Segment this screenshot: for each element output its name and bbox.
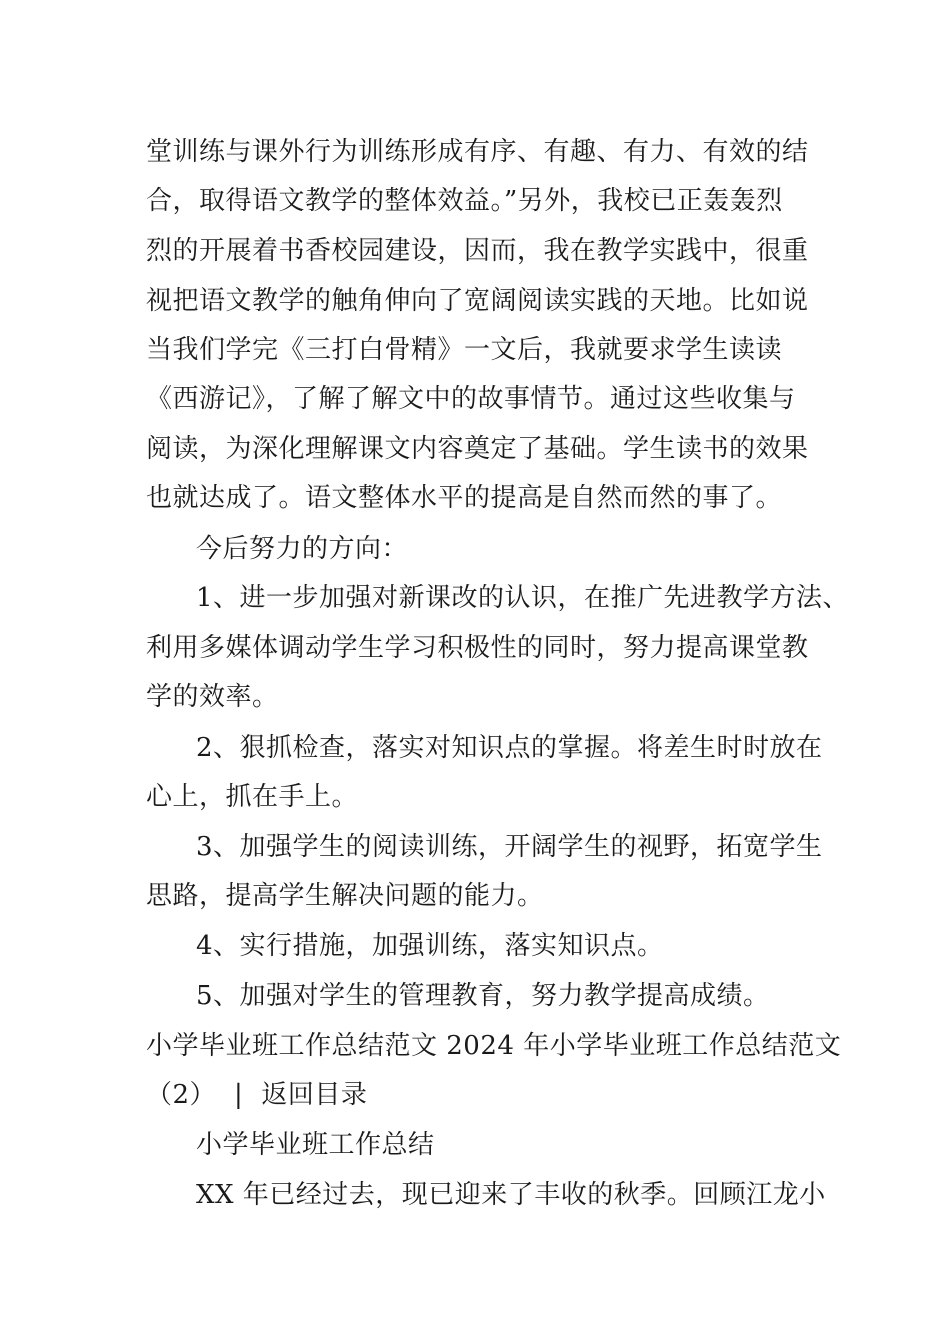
subtitle: 小学毕业班工作总结 xyxy=(196,1130,435,1160)
list-item-4: 4、实行措施，加强训练，落实知识点。 xyxy=(196,931,664,961)
toc-separator: | xyxy=(234,1080,244,1110)
paragraph-line: 视把语文教学的触角伸向了宽阔阅读实践的天地。比如说 xyxy=(146,286,809,316)
section-title-number: （2） xyxy=(146,1080,217,1110)
paragraph-line: 合，取得语文教学的整体效益。”另外，我校已正轰轰烈 xyxy=(146,186,783,216)
list-item-1-cont: 学的效率。 xyxy=(146,682,279,712)
list-item-5: 5、加强对学生的管理教育，努力教学提高成绩。 xyxy=(196,981,770,1011)
paragraph-line: 也就达成了。语文整体水平的提高是自然而然的事了。 xyxy=(146,483,783,513)
paragraph-line: 堂训练与课外行为训练形成有序、有趣、有力、有效的结 xyxy=(146,137,809,167)
section-title: 小学毕业班工作总结范文 2024 年小学毕业班工作总结范文 xyxy=(146,1031,842,1061)
list-item-2: 2、狠抓检查，落实对知识点的掌握。将差生时时放在 xyxy=(196,733,823,763)
paragraph-line: 当我们学完《三打白骨精》一文后，我就要求学生读读 xyxy=(146,335,783,365)
intro-line: XX 年已经过去，现已迎来了丰收的秋季。回顾江龙小 xyxy=(196,1180,826,1210)
paragraph-line: 《西游记》，了解了解文中的故事情节。通过这些收集与 xyxy=(146,384,796,414)
back-to-toc-link[interactable]: 返回目录 xyxy=(261,1080,368,1110)
section-title-row2 xyxy=(146,1080,367,1110)
list-item-1-cont: 利用多媒体调动学生学习积极性的同时，努力提高课堂教 xyxy=(146,633,809,663)
paragraph-line: 阅读，为深化理解课文内容奠定了基础。学生读书的效果 xyxy=(146,434,809,464)
list-item-2-cont: 心上，抓在手上。 xyxy=(146,782,359,812)
future-heading: 今后努力的方向： xyxy=(196,534,409,564)
list-item-1: 1、进一步加强对新课改的认识，在推广先进教学方法、 xyxy=(196,583,850,613)
list-item-3: 3、加强学生的阅读训练，开阔学生的视野，拓宽学生 xyxy=(196,832,823,862)
list-item-3-cont: 思路，提高学生解决问题的能力。 xyxy=(146,881,544,911)
paragraph-line: 烈的开展着书香校园建设，因而，我在教学实践中，很重 xyxy=(146,236,809,266)
